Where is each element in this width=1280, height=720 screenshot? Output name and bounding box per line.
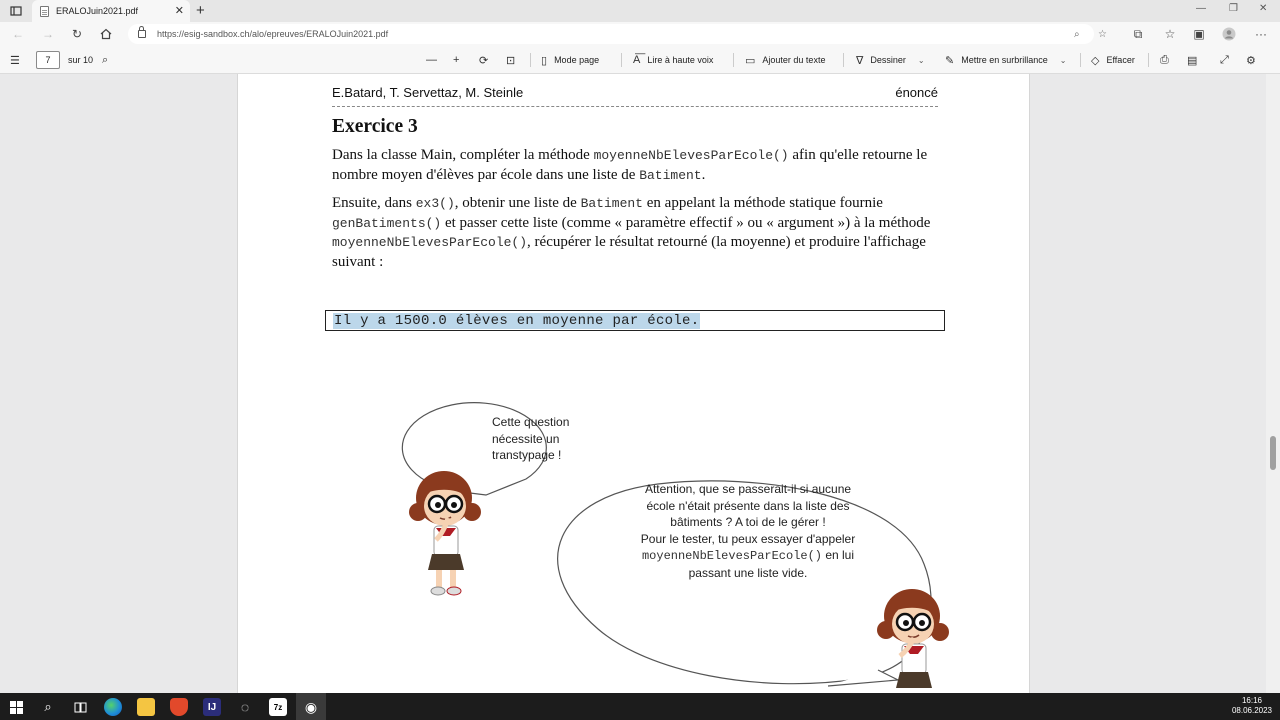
new-tab-button[interactable]: + bbox=[196, 2, 205, 19]
fullscreen-icon[interactable]: ⤢ bbox=[1220, 53, 1229, 66]
para2-code-4: moyenneNbElevesParEcole() bbox=[332, 235, 528, 250]
highlight-button[interactable] bbox=[945, 53, 1066, 67]
favorites-icon[interactable]: ☆ bbox=[1164, 27, 1176, 41]
windows-taskbar bbox=[0, 693, 1280, 720]
page-mode-label: Mode page bbox=[554, 55, 600, 65]
para1-code-2: Batiment bbox=[639, 167, 702, 183]
para2-text-1: Ensuite, dans bbox=[332, 195, 416, 211]
address-bar[interactable] bbox=[128, 24, 1107, 44]
eraser-icon: ◇ bbox=[1091, 54, 1100, 67]
expected-output-text[interactable]: Il y a 1500.0 élèves en moyenne par école. bbox=[334, 313, 700, 329]
draw-chevron-down-icon[interactable]: ⌄ bbox=[917, 55, 925, 65]
zoom-out-icon[interactable]: — bbox=[426, 54, 437, 66]
erase-button[interactable] bbox=[1091, 53, 1135, 67]
toolbar-divider bbox=[621, 53, 622, 67]
pdf-page bbox=[237, 74, 1030, 693]
exercise-paragraph-2 bbox=[332, 194, 942, 272]
erase-label: Effacer bbox=[1106, 55, 1135, 65]
para2-text-2: , obtenir une liste de bbox=[454, 195, 581, 211]
tab-strip bbox=[0, 0, 1280, 22]
tab-close-icon[interactable]: ✕ bbox=[174, 5, 184, 17]
url-text: https://esig-sandbox.ch/alo/epreuves/ERALOJuin2021.pdf bbox=[157, 29, 389, 39]
task-view-icon[interactable] bbox=[71, 698, 89, 716]
add-text-label: Ajouter du texte bbox=[762, 55, 826, 65]
girl-character-pointing-illustration bbox=[874, 584, 954, 693]
zoom-icon[interactable]: ⌕ bbox=[1074, 29, 1080, 40]
fit-page-icon[interactable]: ⊡ bbox=[506, 54, 516, 67]
add-text-button[interactable] bbox=[745, 53, 825, 67]
girl-character-thinking-illustration bbox=[406, 466, 486, 598]
windows-start-icon[interactable] bbox=[7, 698, 25, 716]
brave-browser-icon[interactable] bbox=[170, 698, 188, 716]
clock-date: 08.06.2023 bbox=[1231, 706, 1272, 715]
print-icon[interactable]: ⎙ bbox=[1160, 53, 1169, 66]
tab-actions-icon[interactable] bbox=[8, 3, 24, 19]
more-menu-icon[interactable]: ··· bbox=[1255, 27, 1267, 41]
settings-gear-icon[interactable]: ⚙ bbox=[1246, 54, 1256, 67]
exercise-paragraph-1 bbox=[332, 146, 942, 185]
close-window-icon[interactable]: ✕ bbox=[1259, 3, 1268, 14]
para2-text-4: et passer cette liste (comme « paramètre effectif » ou « argument ») à la méthode bbox=[441, 214, 931, 231]
read-aloud-button[interactable] bbox=[633, 53, 713, 67]
search-icon[interactable]: ⌕ bbox=[102, 53, 109, 66]
para2-text-3: en appelant la méthode statique fournie bbox=[643, 195, 883, 211]
para1-text-3: . bbox=[701, 166, 706, 183]
draw-button[interactable] bbox=[856, 53, 925, 67]
7zip-icon[interactable]: 7z bbox=[269, 698, 287, 716]
tab-title: ERALOJuin2021.pdf bbox=[56, 6, 139, 16]
small-bubble-text: Cette question nécessite un transtypage ! bbox=[492, 415, 570, 462]
taskbar-search-icon[interactable]: ⌕ bbox=[44, 699, 52, 714]
header-tag: énoncé bbox=[895, 85, 938, 100]
profile-avatar[interactable] bbox=[1221, 26, 1237, 42]
read-aloud-icon: A͞ bbox=[633, 54, 641, 66]
para1-text-1: Dans la classe Main, compléter la méthode bbox=[332, 147, 594, 163]
expected-output-box bbox=[325, 310, 945, 331]
highlight-chevron-down-icon[interactable]: ⌄ bbox=[1059, 55, 1067, 65]
maximize-icon[interactable]: ❐ bbox=[1229, 3, 1238, 14]
para2-text-5: , récupérer le résultat retourné (la moyenne) et produire l'affichage suivant : bbox=[332, 234, 926, 270]
add-text-icon: ▭ bbox=[745, 54, 756, 67]
para2-code-3: genBatiments() bbox=[332, 215, 442, 231]
save-icon[interactable]: ▤ bbox=[1187, 54, 1198, 67]
favorite-star-icon[interactable]: ☆ bbox=[1098, 29, 1107, 40]
table-of-contents-icon[interactable]: ☰ bbox=[10, 54, 20, 67]
system-clock[interactable] bbox=[1232, 696, 1272, 716]
para2-code-2: Batiment bbox=[580, 196, 643, 211]
vertical-scrollbar[interactable] bbox=[1266, 74, 1280, 693]
collections-icon[interactable]: ▣ bbox=[1193, 27, 1205, 41]
big-bubble-code: moyenneNbElevesParEcole() bbox=[641, 549, 822, 563]
para1-code-1: moyenneNbElevesParEcole() bbox=[593, 148, 789, 163]
toolbar-divider bbox=[733, 53, 734, 67]
toolbar-divider bbox=[530, 53, 531, 67]
toolbar-divider bbox=[1148, 53, 1149, 67]
toolbar-divider bbox=[1080, 53, 1081, 67]
back-icon[interactable]: ← bbox=[12, 27, 24, 41]
tab-pdf[interactable] bbox=[32, 0, 190, 22]
page-number-input[interactable]: 7 bbox=[36, 51, 60, 69]
obs-recorder-icon[interactable]: ◉ bbox=[304, 698, 318, 715]
big-bubble-text bbox=[633, 481, 863, 581]
clock-time: 16:16 bbox=[1241, 696, 1262, 705]
para1-text-2: afin qu'elle retourne le nombre moyen d'élèves par école dans une liste de bbox=[332, 147, 928, 183]
home-icon[interactable] bbox=[98, 26, 114, 42]
exercise-title: Exercice 3 bbox=[332, 116, 418, 137]
highlight-icon: ✎ bbox=[945, 54, 955, 67]
file-explorer-icon[interactable] bbox=[137, 698, 155, 716]
rotate-icon[interactable]: ⟳ bbox=[479, 54, 489, 67]
scrollbar-thumb[interactable] bbox=[1270, 436, 1276, 470]
edge-browser-icon[interactable] bbox=[104, 698, 122, 716]
header-authors: E.Batard, T. Servettaz, M. Steinle bbox=[332, 85, 524, 100]
pdf-viewport[interactable] bbox=[0, 74, 1280, 693]
read-aloud-label: Lire à haute voix bbox=[647, 55, 714, 65]
toolbar-divider bbox=[843, 53, 844, 67]
refresh-icon[interactable]: ↻ bbox=[71, 27, 83, 41]
draw-icon: ∇ bbox=[856, 54, 864, 67]
loading-app-icon[interactable]: ◌ bbox=[240, 699, 250, 715]
page-mode-icon: ▯ bbox=[541, 54, 548, 67]
page-header-rule bbox=[332, 74, 938, 76]
forward-icon[interactable]: → bbox=[42, 27, 54, 41]
page-total-label: sur 10 bbox=[68, 55, 94, 65]
page-mode-button[interactable] bbox=[541, 53, 599, 67]
pdf-toolbar bbox=[0, 46, 1280, 74]
zoom-in-icon[interactable]: + bbox=[453, 54, 460, 66]
big-bubble-line-1: Attention, que se passerait-il si aucune école n'était présente dans la liste des bâtiments ? A toi de le gérer ! bbox=[644, 482, 852, 529]
page-header bbox=[332, 83, 938, 107]
big-bubble-line-2: Pour le tester, tu peux essayer d'appeler bbox=[640, 531, 856, 546]
highlight-label: Mettre en surbrillance bbox=[961, 55, 1048, 65]
navigation-bar bbox=[0, 22, 1280, 46]
draw-label: Dessiner bbox=[870, 55, 906, 65]
intellij-idea-icon[interactable]: IJ bbox=[203, 698, 221, 716]
minimize-icon[interactable]: — bbox=[1196, 3, 1206, 14]
big-bubble-line-3: en lui passant une liste vide. bbox=[688, 548, 855, 580]
lock-icon bbox=[138, 30, 146, 38]
extensions-icon[interactable]: ⧉ bbox=[1133, 26, 1143, 41]
pdf-file-icon bbox=[40, 6, 49, 17]
para2-code-1: ex3() bbox=[415, 196, 455, 211]
